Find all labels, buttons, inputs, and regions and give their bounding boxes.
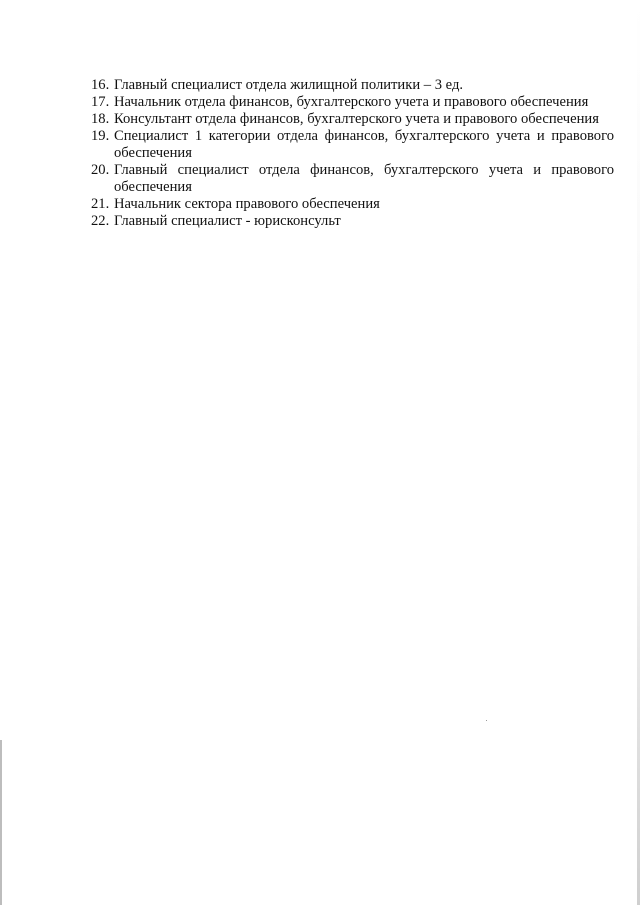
item-number: 20. (91, 162, 110, 178)
list-item (91, 94, 614, 111)
scan-edge-mark (0, 740, 2, 905)
item-text: Специалист 1 категории отдела финансов, бухгалтерского учета и правового обеспечения (114, 128, 614, 161)
list-item (91, 77, 614, 94)
item-text: Главный специалист отдела жилищной политики – 3 ед. (114, 77, 464, 93)
position-list (91, 77, 614, 230)
item-number: 17. (91, 94, 110, 110)
item-text: Главный специалист - юрисконсульт (114, 213, 341, 229)
item-text: Начальник отдела финансов, бухгалтерского учета и правового обеспечения (114, 94, 589, 110)
list-item (91, 128, 614, 162)
item-text: Начальник сектора правового обеспечения (114, 196, 380, 212)
list-item (91, 162, 614, 196)
item-number: 22. (91, 213, 110, 229)
item-number: 16. (91, 77, 110, 93)
scan-speck (486, 720, 487, 721)
list-item (91, 111, 614, 128)
item-number: 21. (91, 196, 110, 212)
item-number: 18. (91, 111, 110, 127)
list-item (91, 196, 614, 213)
item-text: Главный специалист отдела финансов, бухгалтерского учета и правового обеспечения (114, 162, 614, 195)
item-number: 19. (91, 128, 110, 144)
list-item (91, 213, 614, 230)
item-text: Консультант отдела финансов, бухгалтерского учета и правового обеспечения (114, 111, 599, 127)
